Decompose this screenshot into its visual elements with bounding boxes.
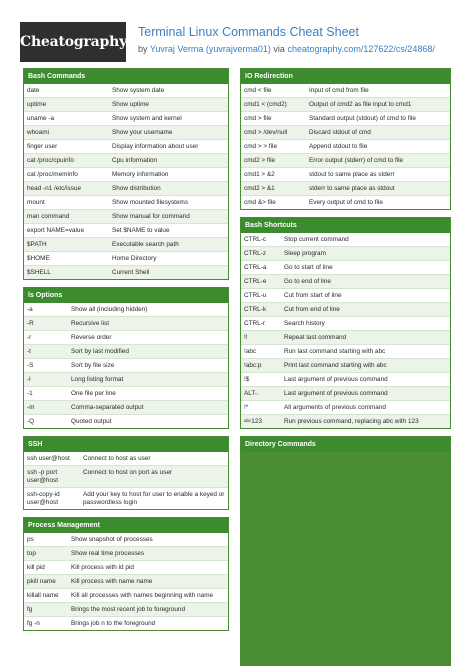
description-cell: Last argument of previous command — [284, 389, 388, 397]
table-row — [24, 452, 228, 465]
description-cell: Show uptime — [112, 100, 149, 108]
description-cell: Kill all processes with names beginning with name — [71, 591, 214, 599]
table-row — [241, 386, 450, 400]
description-cell: Long listing format — [71, 375, 124, 383]
byline — [138, 43, 458, 55]
table-row — [24, 588, 228, 602]
description-cell: Go to start of line — [284, 263, 333, 271]
command-cell: fg — [27, 605, 33, 613]
table-row — [241, 111, 450, 125]
command-cell: !* — [244, 403, 249, 411]
command-cell: CTRL-c — [244, 235, 267, 243]
command-cell: CTRL-r — [244, 319, 265, 327]
table-row — [24, 223, 228, 237]
table-row — [24, 372, 228, 386]
description-cell: Show mounted filesystems — [112, 198, 189, 206]
table-row — [24, 84, 228, 97]
table-row — [24, 265, 228, 279]
description-cell: Cut from start of line — [284, 291, 342, 299]
cheatography-logo[interactable]: Cheatography — [20, 22, 126, 62]
command-cell: ps — [27, 535, 34, 543]
table-row — [24, 344, 228, 358]
right-column — [240, 68, 451, 666]
command-cell: uname -a — [27, 114, 54, 122]
table-row — [24, 251, 228, 265]
table-row — [241, 274, 450, 288]
description-cell: Connect to host as user — [83, 454, 151, 462]
command-cell: -r — [27, 333, 32, 341]
table-row — [241, 302, 450, 316]
description-cell: Sleep program — [284, 249, 326, 257]
description-cell: Home Directory — [112, 254, 157, 262]
table-row — [24, 209, 228, 223]
description-cell: Show manual for command — [112, 212, 190, 220]
command-cell: cmd > /dev/null — [244, 128, 288, 136]
table-row — [24, 574, 228, 588]
table-row — [24, 316, 228, 330]
table-row — [24, 602, 228, 616]
command-cell: cmd < file — [244, 86, 272, 94]
description-cell: Print last command starting with abc — [284, 361, 387, 369]
command-cell: CTRL-e — [244, 277, 267, 285]
description-cell: Show distribution — [112, 184, 161, 192]
description-cell: Reverse order — [71, 333, 112, 341]
command-cell: mount — [27, 198, 45, 206]
table-row — [24, 465, 228, 487]
table-row — [241, 358, 450, 372]
description-cell: stdout to same place as stderr — [309, 170, 395, 178]
author-link[interactable]: Yuvraj Verma (yuvrajverma01) — [149, 44, 271, 54]
directory-commands-section — [240, 436, 451, 666]
command-cell: cmd2 > file — [244, 156, 276, 164]
table-row — [241, 167, 450, 181]
io-redirection-section — [240, 68, 451, 210]
command-cell: -R — [27, 319, 34, 327]
table-row — [241, 260, 450, 274]
description-cell: Input of cmd from file — [309, 86, 369, 94]
command-cell: fg -n — [27, 619, 40, 627]
title-block — [138, 25, 458, 55]
description-cell: Append stdout to file — [309, 142, 368, 150]
command-cell: killall name — [27, 591, 59, 599]
table-row — [241, 97, 450, 111]
section-title: Bash Shortcuts — [241, 218, 450, 233]
byline-by: by — [138, 44, 148, 54]
table-row — [241, 125, 450, 139]
description-cell: Brings job n to the foreground — [71, 619, 156, 627]
table-row — [24, 533, 228, 546]
description-cell: Show all (including hidden) — [71, 305, 148, 313]
command-cell: -a — [27, 305, 33, 313]
description-cell: Stop current command — [284, 235, 349, 243]
description-cell: Executable search path — [112, 240, 179, 248]
command-cell: man command — [27, 212, 70, 220]
table-row — [24, 560, 228, 574]
table-row — [24, 167, 228, 181]
description-cell: Connect to host on port as user — [83, 468, 173, 476]
description-cell: Show real time processes — [71, 549, 145, 557]
description-cell: Cpu information — [112, 156, 158, 164]
table-row — [24, 330, 228, 344]
section-title: IO Redirection — [241, 69, 450, 84]
description-cell: Discard stdout of cmd — [309, 128, 371, 136]
shortcut-key-text: 123 — [251, 417, 262, 425]
command-cell: head -n1 /etc/issue — [27, 184, 81, 192]
command-cell: uptime — [27, 100, 47, 108]
description-cell: Kill process with name name — [71, 577, 153, 585]
command-cell: $PATH — [27, 240, 47, 248]
table-row — [241, 233, 450, 246]
section-title: Process Management — [24, 518, 228, 533]
table-row — [24, 153, 228, 167]
section-title: ls Options — [24, 288, 228, 303]
description-cell: Current Shell — [112, 268, 150, 276]
table-row — [241, 195, 450, 209]
sheet-title[interactable]: Terminal Linux Commands Cheat Sheet — [138, 25, 359, 39]
table-row — [24, 487, 228, 509]
table-row — [24, 414, 228, 428]
command-cell: -l — [27, 375, 31, 383]
table-row — [241, 400, 450, 414]
bash-shortcuts-section — [240, 217, 451, 429]
table-row — [24, 125, 228, 139]
table-row — [24, 111, 228, 125]
section-title: SSH — [24, 437, 228, 452]
command-cell: date — [27, 86, 40, 94]
description-cell: Repeat last command — [284, 333, 347, 341]
table-row — [24, 400, 228, 414]
ssh-section — [23, 436, 229, 510]
description-cell: Error output (stderr) of cmd to file — [309, 156, 404, 164]
command-cell: ssh-copy-id user@host — [27, 490, 60, 506]
command-cell: -m — [27, 403, 35, 411]
description-cell: Quoted output — [71, 417, 112, 425]
command-cell: !$ — [244, 375, 250, 383]
description-cell: Kill process with id pid — [71, 563, 134, 571]
table-row — [241, 316, 450, 330]
sheet-url-link[interactable]: cheatography.com/127622/cs/24868/ — [287, 44, 435, 54]
table-row — [24, 358, 228, 372]
description-cell: Show snapshot of processes — [71, 535, 153, 543]
table-row — [24, 386, 228, 400]
table-row — [241, 153, 450, 167]
description-cell: Sort by last modified — [71, 347, 129, 355]
table-row — [241, 181, 450, 195]
command-cell: cmd1 > &2 — [244, 170, 275, 178]
table-row — [241, 139, 450, 153]
description-cell: Brings the most recent job to foreground — [71, 605, 186, 613]
table-row — [24, 237, 228, 251]
command-cell: ssh -p port user@host — [27, 468, 58, 484]
table-row — [241, 246, 450, 260]
process-management-section — [23, 517, 229, 631]
command-cell: whoami — [27, 128, 50, 136]
command-cell: cmd &> file — [244, 198, 276, 206]
description-cell: Last argument of previous command — [284, 375, 388, 383]
command-cell: finger user — [27, 142, 58, 150]
table-row — [24, 139, 228, 153]
description-cell: Run last command starting with abc — [284, 347, 386, 355]
command-cell: $SHELL — [27, 268, 51, 276]
section-title: Directory Commands — [241, 437, 450, 452]
description-cell: Output of cmd2 as file input to cmd1 — [309, 100, 412, 108]
description-cell: Every output of cmd to file — [309, 198, 383, 206]
command-cell: cat /proc/cpuinfo — [27, 156, 74, 164]
command-cell: ssh user@host — [27, 454, 70, 462]
description-cell: Search history — [284, 319, 325, 327]
table-row — [241, 330, 450, 344]
description-cell: Display information about user — [112, 142, 199, 150]
description-cell: Show system date — [112, 86, 165, 94]
description-cell: Recursive list — [71, 319, 109, 327]
description-cell: stderr to same place as stdout — [309, 184, 395, 192]
description-cell: All arguments of previous command — [284, 403, 386, 411]
command-cell: CTRL-z — [244, 249, 267, 257]
description-cell: One file per line — [71, 389, 116, 397]
description-cell: Set $NAME to value — [112, 226, 170, 234]
description-cell: Go to end of line — [284, 277, 331, 285]
left-column — [23, 68, 229, 638]
table-row — [241, 372, 450, 386]
command-cell: pkill name — [27, 577, 56, 585]
sheet-header — [20, 22, 454, 62]
command-cell: cat /proc/meminfo — [27, 170, 78, 178]
table-row — [24, 97, 228, 111]
table-row — [241, 414, 450, 428]
command-cell: CTRL-k — [244, 305, 267, 313]
table-row — [241, 84, 450, 97]
table-row — [24, 546, 228, 560]
description-cell: Comma-separated output — [71, 403, 144, 411]
bash-commands-section — [23, 68, 229, 280]
command-cell: !! — [244, 333, 248, 341]
description-cell: Standard output (stdout) of cmd to file — [309, 114, 416, 122]
command-cell: -t — [27, 347, 31, 355]
table-row — [241, 344, 450, 358]
command-cell: !abc — [244, 347, 257, 355]
command-cell: kill pid — [27, 563, 45, 571]
table-row — [24, 195, 228, 209]
command-cell: export NAME=value — [27, 226, 85, 234]
table-row — [241, 288, 450, 302]
description-cell: Sort by file size — [71, 361, 115, 369]
table-row — [24, 181, 228, 195]
command-cell: top — [27, 549, 36, 557]
description-cell: Show your username — [112, 128, 173, 136]
command-cell: CTRL-a — [244, 263, 267, 271]
command-cell: ALT-. — [244, 389, 259, 397]
byline-via: via — [273, 44, 285, 54]
command-cell: !abc:p — [244, 361, 262, 369]
description-cell: Memory information — [112, 170, 169, 178]
description-cell: Add your key to host for user to enable a keyed or passwordless login — [83, 490, 225, 506]
section-title: Bash Commands — [24, 69, 228, 84]
command-cell: CTRL-u — [244, 291, 267, 299]
command-cell: cmd1 < (cmd2) — [244, 100, 287, 108]
shortcut-superscript: abc — [244, 417, 252, 423]
ls-options-section — [23, 287, 229, 429]
command-cell: cmd > > file — [244, 142, 278, 150]
command-cell: cmd2 > &1 — [244, 184, 275, 192]
command-cell: cmd > file — [244, 114, 272, 122]
command-cell: -Q — [27, 417, 35, 425]
command-cell: -S — [27, 361, 34, 369]
table-row — [24, 303, 228, 316]
shortcut-description: Run previous command, replacing abc with 123 — [284, 417, 419, 425]
command-cell: $HOME — [27, 254, 50, 262]
shortcut-key — [244, 418, 284, 426]
description-cell: Cut from end of line — [284, 305, 340, 313]
table-row — [24, 616, 228, 630]
description-cell: Show system and kernel — [112, 114, 182, 122]
command-cell: -1 — [27, 389, 33, 397]
